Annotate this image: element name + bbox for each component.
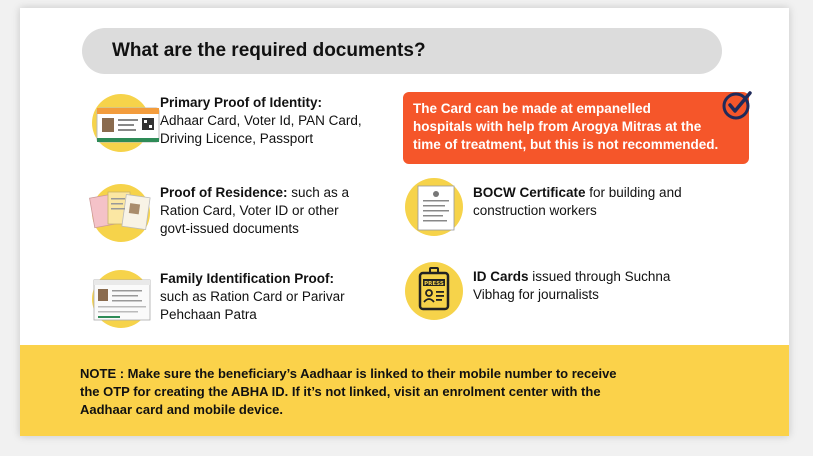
item-line: Adhaar Card, Voter Id, PAN Card, (160, 113, 362, 128)
alert-banner (403, 92, 749, 164)
item-line: Driving Licence, Passport (160, 131, 314, 146)
item-line: Pehchaan Patra (160, 307, 257, 322)
item-line: such as Ration Card or Parivar (160, 289, 345, 304)
item-line: construction workers (473, 203, 597, 218)
item-proof-of-residence (92, 184, 349, 242)
item-family-identification-text (160, 270, 345, 324)
checkmark-circle-icon (720, 88, 754, 122)
item-id-cards (405, 262, 670, 320)
item-primary-identity (92, 94, 362, 152)
certificate-icon (405, 178, 463, 236)
press-badge-icon (405, 262, 463, 320)
alert-line: time of treatment, but this is not recommended. (413, 137, 719, 152)
item-heading-rest: for building and (585, 185, 682, 200)
family-document-icon (92, 270, 150, 328)
note-banner (20, 345, 789, 436)
item-heading: ID Cards (473, 269, 529, 284)
item-line: Ration Card, Voter ID or other (160, 203, 339, 218)
item-bocw-certificate (405, 178, 682, 236)
item-line: govt-issued documents (160, 221, 299, 236)
alert-line: hospitals with help from Arogya Mitras at the (413, 119, 702, 134)
item-id-cards-text (473, 268, 670, 304)
item-heading: Primary Proof of Identity: (160, 95, 323, 110)
alert-line: The Card can be made at empanelled (413, 101, 651, 116)
item-heading-rest: issued through Suchna (528, 269, 671, 284)
press-badge-label: PRESS (424, 281, 444, 287)
page-title: What are the required documents? (112, 40, 426, 61)
note-line: Aadhaar card and mobile device. (80, 402, 284, 417)
item-heading: BOCW Certificate (473, 185, 586, 200)
item-proof-of-residence-text (160, 184, 349, 238)
item-heading-rest: such as a (287, 185, 350, 200)
note-line: the OTP for creating the ABHA ID. If it’s not linked, visit an enrolment center with the (80, 384, 601, 399)
residence-documents-icon (92, 184, 150, 242)
item-line: Vibhag for journalists (473, 287, 599, 302)
item-heading: Family Identification Proof: (160, 271, 335, 286)
item-family-identification (92, 270, 345, 328)
id-card-icon (92, 94, 150, 152)
item-bocw-certificate-text (473, 184, 682, 220)
item-heading: Proof of Residence: (160, 185, 288, 200)
documents-card (20, 8, 789, 436)
title-banner (82, 28, 722, 74)
note-line: NOTE : Make sure the beneficiary’s Aadhaar is linked to their mobile number to receive (80, 366, 617, 381)
item-primary-identity-text (160, 94, 362, 148)
